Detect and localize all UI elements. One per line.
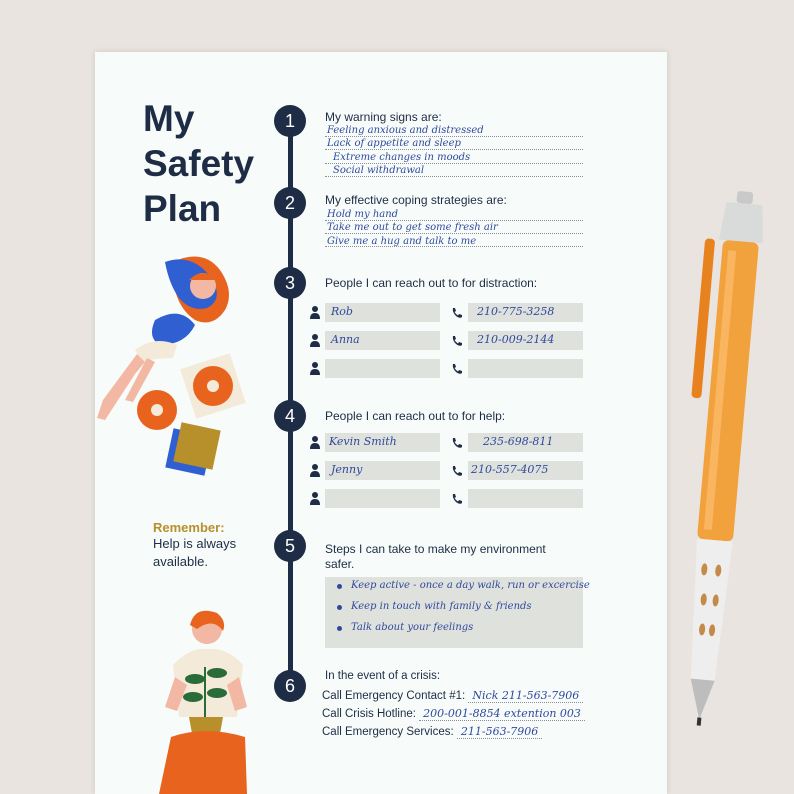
help-phone-field[interactable] (468, 489, 583, 508)
person-icon (309, 435, 321, 449)
section-heading-1: My warning signs are: (325, 110, 442, 124)
person-icon (309, 491, 321, 505)
distraction-phone: 210-775-3258 (477, 305, 555, 318)
person-icon (309, 361, 321, 375)
page-title: My Safety Plan (143, 98, 255, 229)
line (325, 233, 583, 234)
crisis-row-emergency-contact: Call Emergency Contact #1: Nick 211-563-7906 (322, 689, 583, 702)
help-name-field[interactable] (325, 489, 440, 508)
person-icon (309, 305, 321, 319)
help-phone: 235-698-811 (483, 435, 554, 448)
person-with-plant-illustration (135, 607, 275, 794)
bullet (337, 605, 342, 610)
remember-label: Remember: (153, 520, 225, 535)
distraction-name: Rob (331, 305, 353, 318)
help-name: Jenny (331, 463, 363, 476)
section-heading-4: People I can reach out to for help: (325, 409, 506, 423)
crisis-row-hotline: Call Crisis Hotline: 200-001-8854 extention 003 (322, 707, 585, 720)
person-icon (309, 333, 321, 347)
person-icon (309, 463, 321, 477)
safer-step: Keep in touch with family & friends (351, 601, 532, 612)
help-phone: 210-557-4075 (471, 463, 549, 476)
safety-plan-sheet (95, 52, 667, 794)
step-number-1: 1 (274, 105, 306, 137)
emergency-services-value: 211-563-7906 (457, 725, 542, 739)
line (325, 149, 583, 150)
step-number-6: 6 (274, 670, 306, 702)
step-number-5: 5 (274, 530, 306, 562)
crisis-row-emergency-services: Call Emergency Services: 211-563-7906 (322, 725, 542, 738)
section-heading-2: My effective coping strategies are: (325, 193, 507, 207)
line (325, 176, 583, 177)
distraction-phone-field[interactable] (468, 359, 583, 378)
section-heading-5: Steps I can take to make my environment safer. (325, 542, 546, 571)
phone-icon (451, 437, 463, 449)
step-number-3: 3 (274, 267, 306, 299)
warning-sign: Lack of appetite and sleep (327, 138, 461, 149)
remember-line-1: Help is always (153, 536, 237, 551)
phone-icon (451, 307, 463, 319)
line (325, 136, 583, 137)
phone-icon (451, 493, 463, 505)
line (325, 163, 583, 164)
distraction-name-field[interactable] (325, 359, 440, 378)
phone-icon (451, 363, 463, 375)
remember-line-2: available. (153, 554, 208, 569)
phone-icon (451, 335, 463, 347)
pen-illustration (618, 188, 768, 728)
reclining-person-illustration (95, 250, 255, 490)
warning-sign: Extreme changes in moods (333, 152, 471, 163)
coping-strategy: Give me a hug and talk to me (327, 236, 477, 247)
safer-steps-box[interactable] (325, 577, 590, 648)
hotline-value: 200-001-8854 extention 003 (419, 707, 585, 721)
safer-step: Talk about your feelings (351, 622, 474, 633)
step-number-2: 2 (274, 187, 306, 219)
step-number-4: 4 (274, 400, 306, 432)
section-heading-6: In the event of a crisis: (325, 670, 441, 682)
remember-note (153, 520, 236, 571)
distraction-name: Anna (331, 333, 360, 346)
help-name: Kevin Smith (329, 435, 397, 448)
section-heading-3: People I can reach out to for distraction: (325, 276, 538, 290)
warning-sign: Feeling anxious and distressed (327, 125, 484, 136)
emergency-contact-value: Nick 211-563-7906 (468, 689, 583, 703)
phone-icon (451, 465, 463, 477)
bullet (337, 584, 342, 589)
bullet (337, 626, 342, 631)
distraction-phone: 210-009-2144 (477, 333, 555, 346)
warning-sign: Social withdrawal (333, 165, 425, 176)
line (325, 220, 583, 221)
safer-step: Keep active - once a day walk, run or excercise (351, 580, 590, 591)
coping-strategy: Hold my hand (327, 209, 399, 220)
coping-strategy: Take me out to get some fresh air (327, 222, 498, 233)
